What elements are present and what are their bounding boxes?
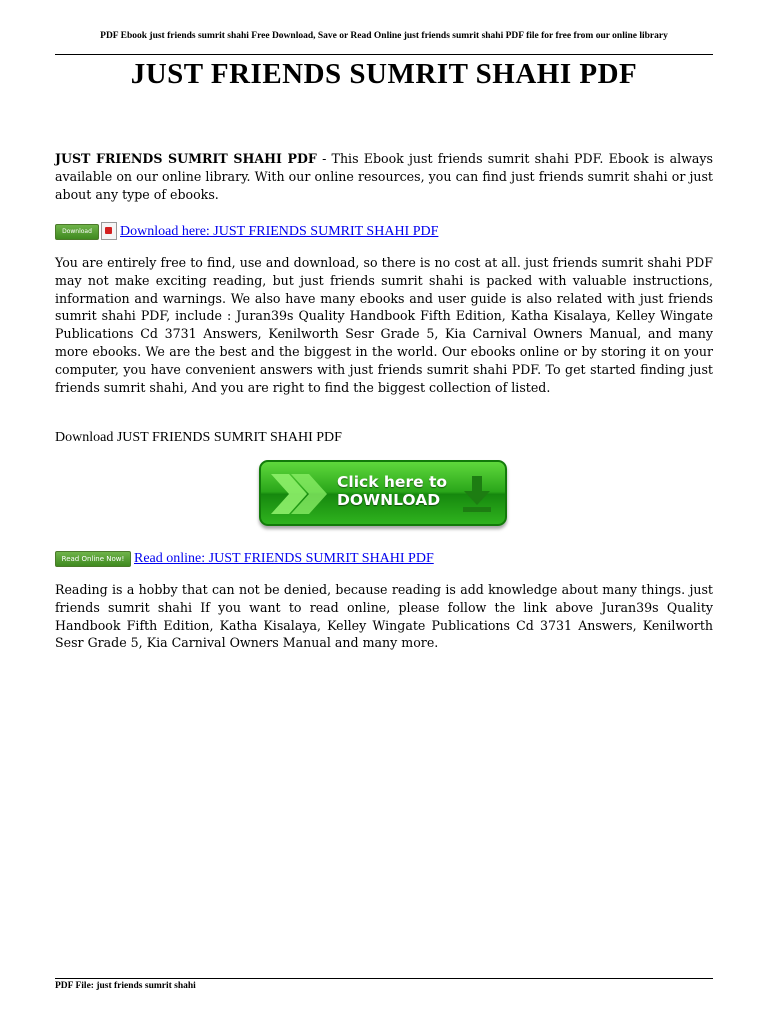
intro-bold-title: JUST FRIENDS SUMRIT SHAHI PDF <box>55 151 317 166</box>
download-here-link[interactable]: Download here: JUST FRIENDS SUMRIT SHAHI PDF <box>120 224 439 239</box>
read-online-badge[interactable]: Read Online Now! <box>55 551 131 567</box>
intro-text: - This Ebook just friends sumrit shahi PDF. Ebook is always available on our online library. With our online resources, you can find just friends sumrit shahi or just about any type of ebooks. <box>55 151 713 202</box>
body-paragraph-1: You are entirely free to find, use and download, so there is no cost at all. just friends sumrit shahi PDF may not make exciting reading, but just friends sumrit shahi is packed with valuable instructions, information and warnings. We also have many ebooks and user guide is also related with just friends sumrit shahi PDF, include : Juran39s Quality Handbook Fifth Edition, Katha Kisalaya, Kelley Wingate Publications Cd 3731 Answers, Kenilworth Sesr Grade 5, Kia Carnival Owners Manual, and many more ebooks. We are the best and the biggest in the world. Our ebooks online or by storing it on your computer, you have convenient answers with just friends sumrit shahi PDF. To get started finding just friends sumrit shahi, And you are right to find the biggest collection of listed. <box>55 255 713 395</box>
download-button-label: Click here to DOWNLOAD <box>337 473 448 509</box>
download-label: Download JUST FRIENDS SUMRIT SHAHI PDF <box>55 430 342 445</box>
download-link-row[interactable] <box>55 220 438 240</box>
download-arrow-icon <box>461 474 493 514</box>
page-title: JUST FRIENDS SUMRIT SHAHI PDF <box>130 58 638 90</box>
document-page <box>55 0 713 1024</box>
top-divider <box>55 54 713 55</box>
footer-text: PDF File: just friends sumrit shahi <box>55 981 196 991</box>
intro-paragraph <box>55 150 713 203</box>
chevron-arrows-icon <box>269 470 335 518</box>
body-paragraph-2: Reading is a hobby that can not be denied, because reading is add knowledge about many things. just friends sumrit shahi If you want to read online, please follow the link above Juran39s Quality Handbook Fifth Edition, Katha Kisalaya, Kelley Wingate Publications Cd 3731 Answers, Kenilworth Sesr Grade 5, Kia Carnival Owners Manual and many more. <box>55 582 713 651</box>
download-badge[interactable]: Download <box>55 224 99 240</box>
pdf-icon[interactable] <box>101 222 117 240</box>
read-online-link[interactable]: Read online: JUST FRIENDS SUMRIT SHAHI PDF <box>134 551 434 566</box>
click-to-download-button[interactable] <box>259 460 507 526</box>
header-tagline: PDF Ebook just friends sumrit shahi Free Download, Save or Read Online just friends sumrit shahi PDF file for free from our online library <box>100 31 668 41</box>
read-online-row[interactable] <box>55 547 434 567</box>
bottom-divider <box>55 978 713 979</box>
